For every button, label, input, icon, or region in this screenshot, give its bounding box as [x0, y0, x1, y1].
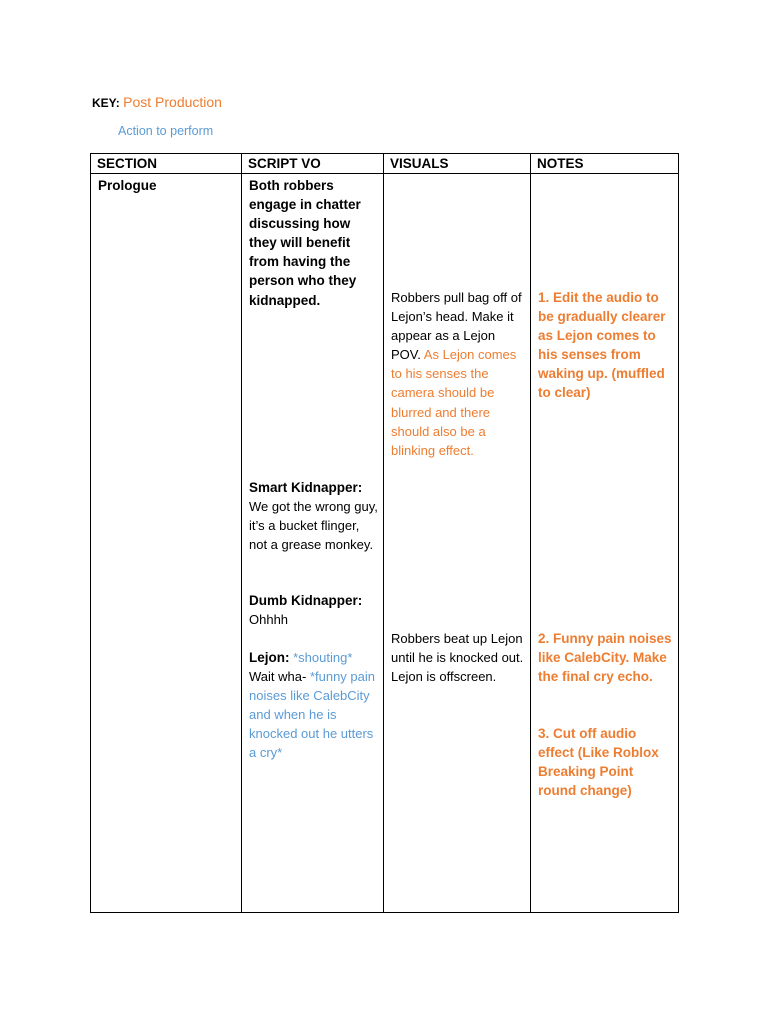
visual-1 — [391, 288, 526, 460]
section-name: Prologue — [98, 178, 157, 193]
notes-cell — [531, 174, 679, 913]
header-notes: NOTES — [531, 154, 679, 174]
note-2: 2. Funny pain noises like CalebCity. Make the final cry echo. — [538, 631, 672, 685]
note-3: 3. Cut off audio effect (Like Roblox Breaking Point round change) — [538, 726, 659, 799]
lejon-shout-action: *shouting* — [293, 650, 353, 665]
lejon-block — [249, 648, 379, 763]
lejon-pain-action: *funny pain noises like CalebCity and when he is knocked out he utters a cry* — [249, 669, 375, 761]
lejon-line: Wait wha- — [249, 669, 307, 685]
visual-1-post-production: As Lejon comes to his senses the camera should be blurred and there should also be a blinking effect. — [391, 347, 517, 458]
script-table — [90, 153, 679, 913]
key-post-production: Post Production — [123, 94, 222, 110]
key-legend — [92, 93, 222, 112]
smart-kidnapper-speaker: Smart Kidnapper: — [249, 480, 363, 495]
smart-kidnapper-line: We got the wrong guy, it’s a bucket flinger, not a grease monkey. — [249, 499, 378, 553]
dumb-kidnapper-speaker: Dumb Kidnapper: — [249, 593, 363, 608]
visual-2: Robbers beat up Lejon until he is knocked out. Lejon is offscreen. — [391, 631, 524, 685]
lejon-speaker: Lejon: — [249, 650, 290, 665]
table-row — [91, 174, 679, 913]
key-action-to-perform: Action to perform — [118, 124, 214, 138]
key-label: KEY: — [92, 96, 120, 110]
section-cell — [91, 174, 242, 913]
dumb-kidnapper-line: Ohhhh — [249, 612, 289, 628]
header-visuals: VISUALS — [384, 154, 531, 174]
header-section: SECTION — [91, 154, 242, 174]
note-1: 1. Edit the audio to be gradually clearer as Lejon comes to his senses from waking up. (muffled to clear) — [538, 290, 666, 401]
smart-kidnapper-block — [249, 478, 379, 554]
visuals-cell — [384, 174, 531, 913]
dumb-kidnapper-block — [249, 591, 379, 629]
table-header-row — [91, 154, 679, 174]
visual-1-text: Robbers pull bag off of Lejon’s head. Make it appear as a Lejon POV. — [391, 290, 522, 363]
script-cell — [242, 174, 384, 913]
script-intro: Both robbers engage in chatter discussing how they will benefit from having the person who they kidnapped. — [249, 178, 361, 308]
header-script-vo: SCRIPT VO — [242, 154, 384, 174]
